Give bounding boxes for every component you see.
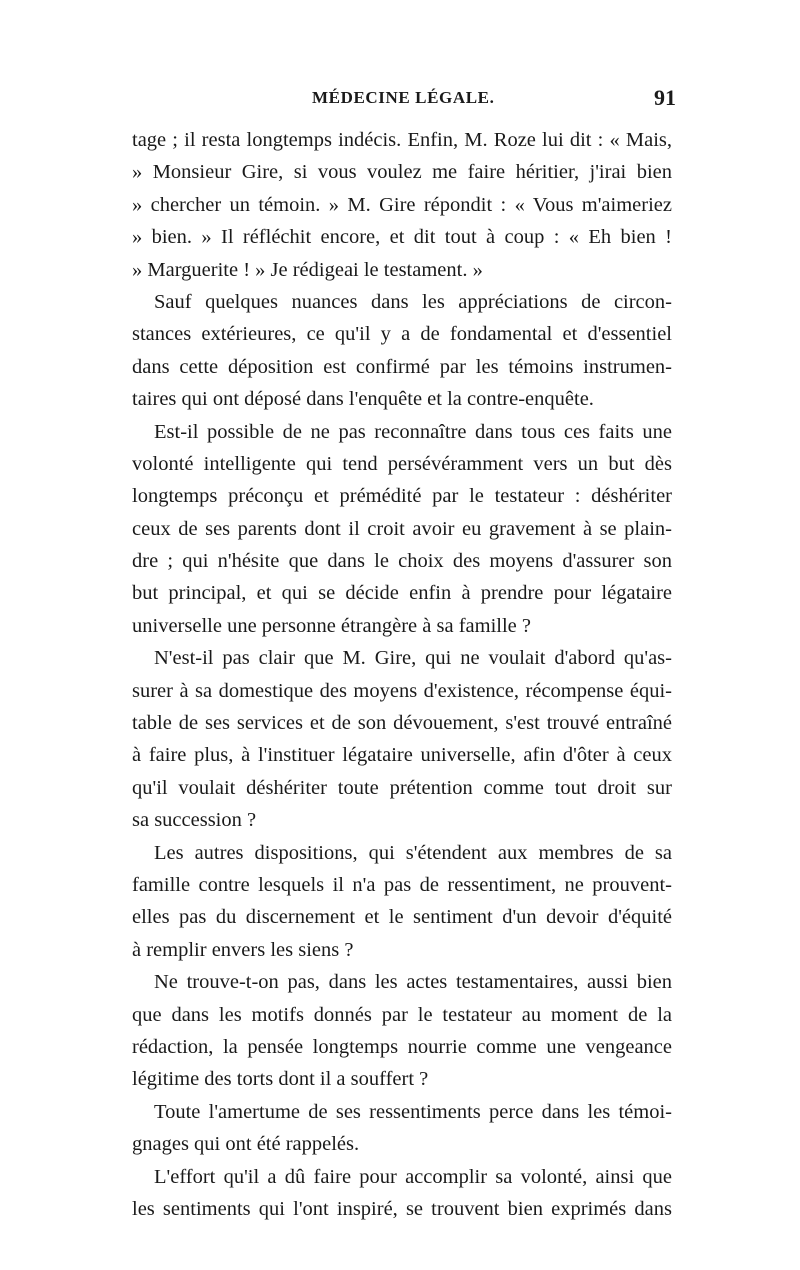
- text-line: » Monsieur Gire, si vous voulez me faire héritier, j'irai bien: [132, 161, 672, 184]
- text-line: légitime des torts dont il a souffert ?: [132, 1068, 429, 1091]
- text-line: que dans les motifs donnés par le testateur au moment de la: [132, 1003, 672, 1026]
- body-text: [132, 124, 672, 1225]
- text-line: taires qui ont déposé dans l'enquête et la contre-enquête.: [132, 388, 594, 411]
- page-header: [130, 85, 680, 114]
- text-line: rédaction, la pensée longtemps nourrie comme une vengeance: [132, 1035, 672, 1058]
- text-line: L'effort qu'il a dû faire pour accomplir sa volonté, ainsi que: [154, 1165, 672, 1188]
- text-line: dre ; qui n'hésite que dans le choix des moyens d'assurer son: [132, 550, 672, 573]
- text-line: les sentiments qui l'ont inspiré, se trouvent bien exprimés dans: [132, 1197, 672, 1220]
- text-line: famille contre lesquels il n'a pas de ressentiment, ne prouvent-: [132, 873, 672, 896]
- text-line: Les autres dispositions, qui s'étendent aux membres de sa: [154, 841, 672, 864]
- text-line: dans cette déposition est confirmé par les témoins instrumen-: [132, 355, 672, 378]
- text-line: qu'il voulait déshériter toute prétention comme tout droit sur: [132, 776, 672, 799]
- running-title: MÉDECINE LÉGALE.: [312, 88, 495, 107]
- text-line: volonté intelligente qui tend persévéramment vers un but dès: [132, 452, 672, 475]
- text-line: N'est-il pas clair que M. Gire, qui ne voulait d'abord qu'as-: [154, 647, 672, 670]
- text-line: but principal, et qui se décide enfin à prendre pour légataire: [132, 582, 672, 605]
- text-line: surer à sa domestique des moyens d'existence, récompense équi-: [132, 679, 672, 702]
- text-line: gnages qui ont été rappelés.: [132, 1133, 360, 1156]
- page-number: 91: [654, 85, 676, 110]
- text-line: Ne trouve-t-on pas, dans les actes testamentaires, aussi bien: [154, 971, 672, 994]
- text-line: » bien. » Il réfléchit encore, et dit tout à coup : « Eh bien !: [132, 226, 672, 249]
- text-line: universelle une personne étrangère à sa famille ?: [132, 614, 531, 637]
- text-line: stances extérieures, ce qu'il y a de fondamental et d'essentiel: [132, 323, 672, 346]
- text-line: à faire plus, à l'instituer légataire universelle, afin d'ôter à ceux: [132, 744, 672, 767]
- text-line: sa succession ?: [132, 809, 257, 832]
- text-line: à remplir envers les siens ?: [132, 938, 354, 961]
- text-line: table de ses services et de son dévouement, s'est trouvé entraîné: [132, 712, 672, 735]
- text-line: » Marguerite ! » Je rédigeai le testament. »: [132, 258, 483, 281]
- text-line: Sauf quelques nuances dans les appréciations de circon-: [154, 290, 672, 313]
- text-line: Est-il possible de ne pas reconnaître dans tous ces faits une: [154, 420, 672, 443]
- text-line: tage ; il resta longtemps indécis. Enfin, M. Roze lui dit : « Mais,: [132, 129, 672, 151]
- text-line: » chercher un témoin. » M. Gire répondit : « Vous m'aimeriez: [132, 193, 672, 216]
- text-line: ceux de ses parents dont il croit avoir eu gravement à se plain-: [132, 517, 672, 540]
- text-line: elles pas du discernement et le sentiment d'un devoir d'équité: [132, 906, 672, 929]
- text-line: Toute l'amertume de ses ressentiments perce dans les témoi-: [154, 1100, 672, 1123]
- text-line: longtemps préconçu et prémédité par le testateur : déshériter: [132, 485, 672, 508]
